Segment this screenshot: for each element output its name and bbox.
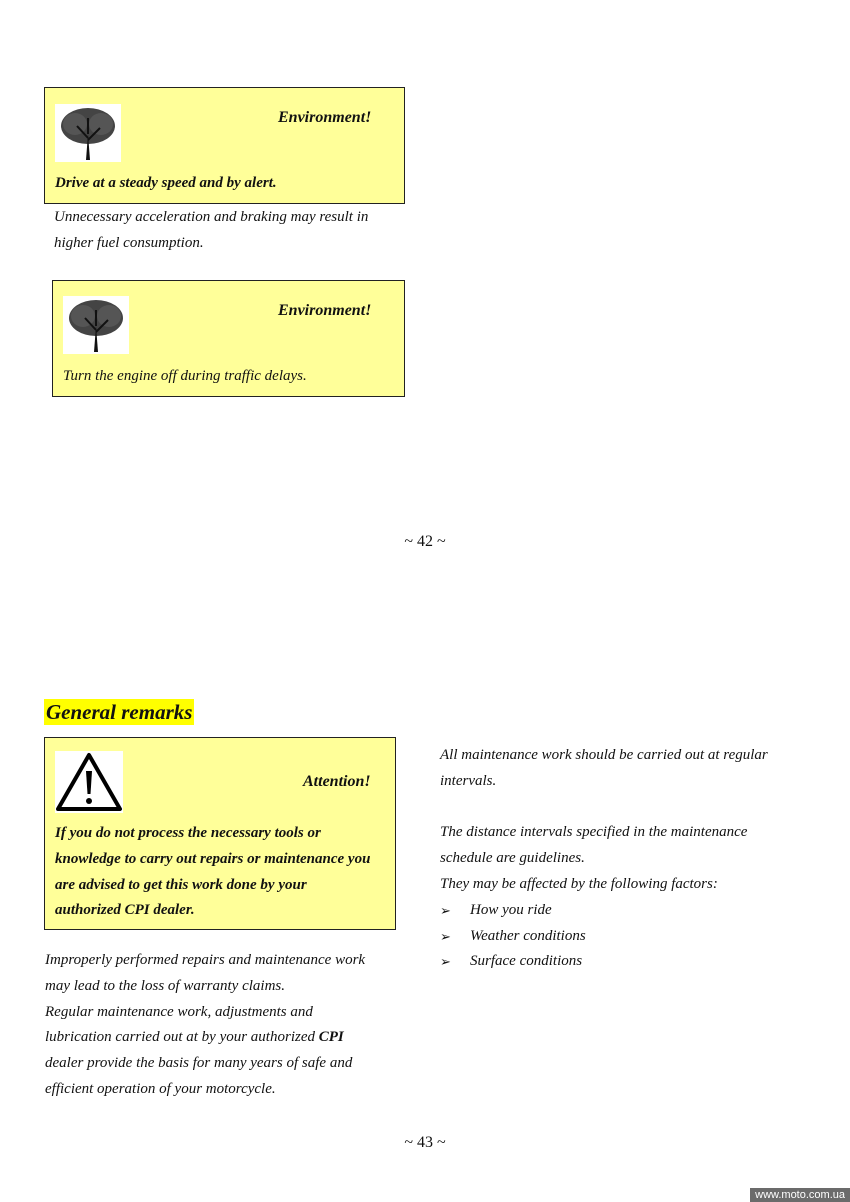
- body-line: [45, 1025, 405, 1051]
- warning-triangle-icon: [55, 751, 123, 813]
- body-line-text: lubrication carried out at by your authorized: [45, 1029, 319, 1046]
- left-body-text: [45, 948, 405, 1103]
- body-line: Regular maintenance work, adjustments and: [45, 1003, 313, 1020]
- body-line: dealer provide the basis for many years of safe and: [45, 1055, 353, 1072]
- arrow-bullet-icon: ➢: [440, 902, 451, 918]
- environment-box-1: [44, 87, 405, 204]
- tree-icon: [63, 296, 129, 354]
- watermark: www.moto.com.ua: [750, 1188, 850, 1202]
- attention-box: [44, 737, 396, 930]
- box-title: Environment!: [278, 109, 372, 126]
- attention-line: knowledge to carry out repairs or maintenance you: [55, 850, 371, 867]
- environment-box-2: [52, 280, 405, 397]
- body-line: may lead to the loss of warranty claims.: [45, 977, 285, 994]
- box-text: Turn the engine off during traffic delays.: [63, 368, 307, 384]
- box-text: Drive at a steady speed and by alert.: [55, 175, 277, 191]
- list-item-text: How you ride: [470, 901, 552, 918]
- body-line: Improperly performed repairs and maintenance work: [45, 952, 366, 968]
- list-item-text: Surface conditions: [470, 953, 583, 970]
- arrow-bullet-icon: ➢: [440, 954, 451, 970]
- brand-name: CPI: [318, 1029, 344, 1046]
- attention-line: authorized CPI dealer.: [55, 902, 195, 919]
- right-body-text: [440, 743, 810, 975]
- tree-icon: [55, 104, 121, 162]
- page-number-42: ~ 42 ~: [404, 533, 446, 550]
- note-line: Unnecessary acceleration and braking may result in: [54, 209, 369, 225]
- body-line: The distance intervals specified in the maintenance: [440, 824, 748, 841]
- body-line: They may be affected by the following factors:: [440, 875, 718, 892]
- list-item: [440, 924, 810, 950]
- box-title: Attention!: [303, 773, 371, 790]
- body-line: efficient operation of your motorcycle.: [45, 1080, 276, 1097]
- section-heading: General remarks: [46, 700, 193, 724]
- body-line: intervals.: [440, 772, 497, 789]
- note-text-1: [54, 205, 368, 257]
- attention-line: If you do not process the necessary tools or: [55, 825, 321, 841]
- arrow-bullet-icon: ➢: [440, 928, 451, 944]
- body-line: All maintenance work should be carried out at regular: [440, 747, 768, 763]
- body-line: schedule are guidelines.: [440, 850, 585, 867]
- list-item-text: Weather conditions: [470, 927, 586, 944]
- note-line: higher fuel consumption.: [54, 234, 204, 251]
- attention-line: are advised to get this work done by your: [55, 876, 307, 893]
- box-title: Environment!: [278, 302, 372, 319]
- page-number-43: ~ 43 ~: [404, 1134, 446, 1151]
- attention-text: [55, 821, 395, 924]
- factor-list: [440, 898, 810, 975]
- list-item: [440, 949, 810, 975]
- list-item: [440, 898, 810, 924]
